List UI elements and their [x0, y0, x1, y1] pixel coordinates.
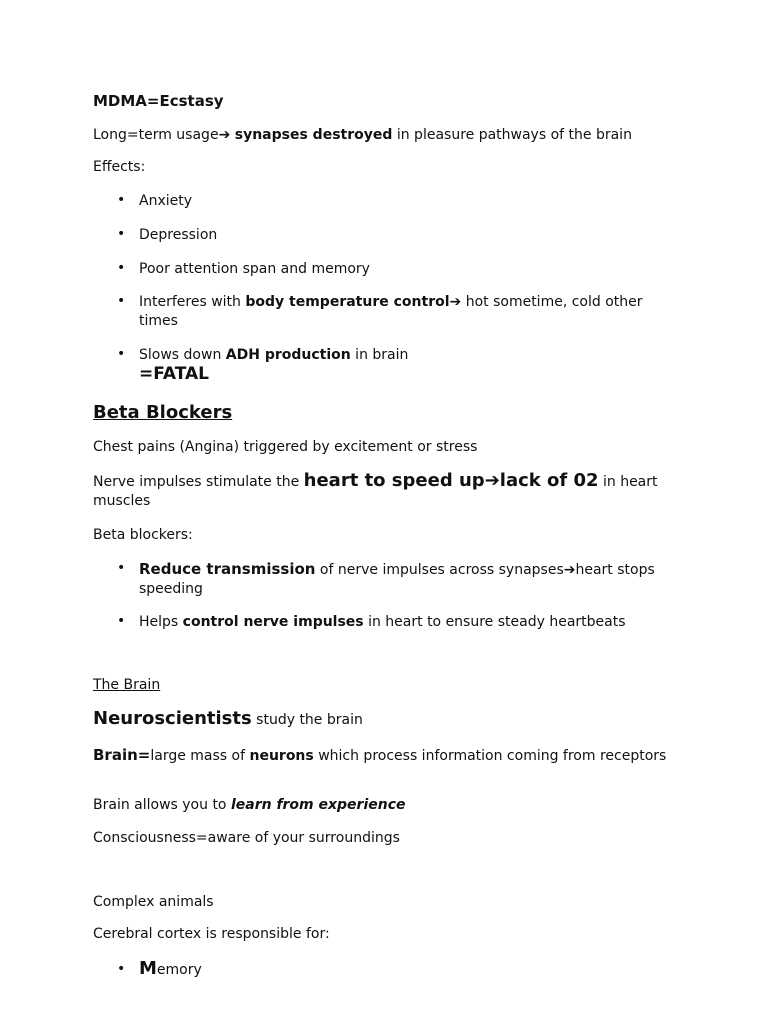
bullet-icon: • [117, 613, 126, 629]
arrow-icon: ➔ [218, 127, 231, 143]
bullet-icon: • [117, 192, 126, 208]
conscious-line: Consciousness=aware of your surroundings [93, 830, 400, 846]
brain-heading: The Brain [93, 677, 161, 693]
brain-definition: Brain=large mass of neurons which process information coming from receptors [93, 746, 667, 764]
beta-label: Beta blockers: [93, 527, 193, 543]
bullet-icon: • [117, 560, 126, 576]
effects-label: Effects: [93, 159, 146, 175]
bullet-icon: • [117, 260, 126, 276]
nerve-line: Nerve impulses stimulate the heart to speed up➔lack of 02 in heart muscles [93, 470, 658, 509]
longterm-line: Long=term usage➔ synapses destroyed in pleasure pathways of the brain [93, 127, 632, 143]
mdma-heading: MDMA=Ecstasy [93, 92, 224, 110]
bullet-icon: • [117, 226, 126, 242]
bullet-icon: • [117, 346, 126, 362]
arrow-icon: ➔ [484, 470, 500, 491]
cortex-line: Cerebral cortex is responsible for: [93, 926, 330, 942]
learn-line: Brain allows you to learn from experience [93, 797, 406, 813]
beta-heading: Beta Blockers [93, 402, 233, 423]
complex-line: Complex animals [93, 894, 214, 910]
arrow-icon: ➔ [449, 294, 462, 310]
fatal-label: =FATAL [139, 364, 210, 384]
chest-line: Chest pains (Angina) triggered by excitement or stress [93, 439, 478, 455]
bullet-icon: • [117, 961, 126, 977]
neuro-line: Neuroscientists study the brain [93, 708, 363, 729]
bullet-icon: • [117, 293, 126, 309]
arrow-icon: ➔ [563, 562, 576, 578]
